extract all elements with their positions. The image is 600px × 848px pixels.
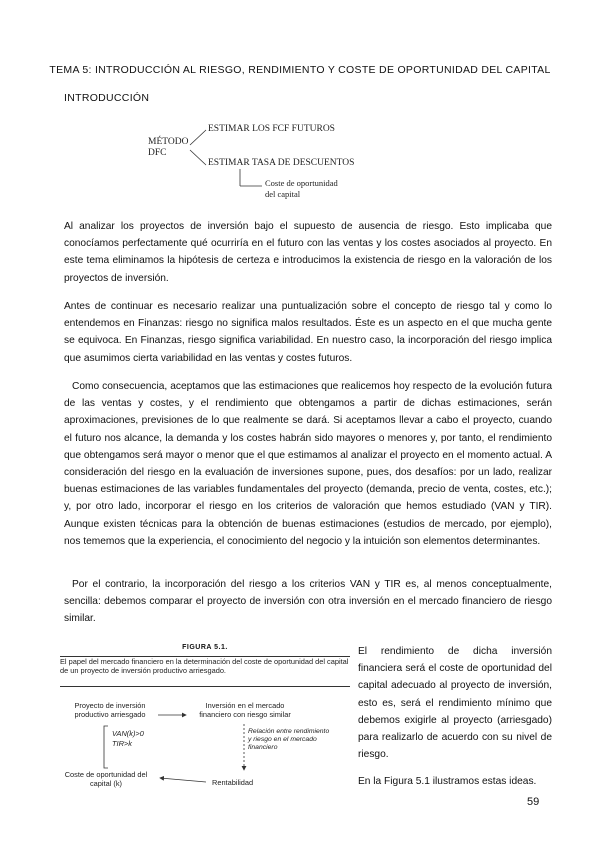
figure-caption: El papel del mercado financiero en la determinación del coste de oportunidad del capital de un proyecto de inversión productivo arriesgado. [60, 657, 349, 675]
section-heading: INTRODUCCIÓN [64, 92, 150, 104]
figure-box-market: Inversión en el mercado financiero con riesgo similar [199, 701, 291, 719]
figure-box-cost: Coste de oportunidad del capital (k) [64, 770, 148, 788]
figure-tir-label: TIR>k [112, 739, 132, 748]
bracket-van-tir [104, 726, 108, 768]
paragraph-4: Por el contrario, la incorporación del riesgo a los criterios VAN y TIR es, al menos conceptualmente, sencilla: debemos comparar el proyecto de inversión con otra inversión en el mercado financiero de riesgo similar. [64, 579, 552, 625]
page-number: 59 [527, 796, 540, 808]
figure-caption-rule [60, 686, 350, 687]
dfc-lower-branch [190, 150, 206, 165]
figure-box-project: Proyecto de inversión productivo arriesgado [74, 701, 146, 719]
document-title: TEMA 5: INTRODUCCIÓN AL RIESGO, RENDIMIENTO Y COSTE DE OPORTUNIDAD DEL CAPITAL [49, 64, 551, 76]
dfc-branch-bottom: ESTIMAR TASA DE DESCUENTOS [208, 158, 355, 168]
dfc-left-line1: MÉTODO [148, 137, 189, 147]
dfc-sub-line2: del capital [265, 189, 301, 199]
dfc-sub-note [265, 178, 338, 200]
figure-title: FIGURA 5.1. [182, 644, 228, 651]
figure-box-return: Rentabilidad [212, 778, 254, 787]
figure-arrows [56, 690, 356, 800]
dfc-upper-branch [190, 130, 206, 145]
dfc-branch-top: ESTIMAR LOS FCF FUTUROS [208, 124, 335, 134]
figure-van-label: VAN(k)>0 [112, 729, 144, 738]
arrow-return-to-cost [160, 778, 206, 782]
dfc-left-line2: DFC [148, 148, 167, 158]
side-paragraph-2: En la Figura 5.1 ilustramos estas ideas. [358, 776, 537, 787]
paragraph-3: Como consecuencia, aceptamos que las estimaciones que realicemos hoy respecto de la evolución futura de las ventas y costes, y el rendimiento que obtengamos a partir de dichas estimaciones, serán aproximaciones, previsiones de lo que realmente se dará. Si aceptamos llevar a cabo el proyecto, cuando el futuro nos alcance, la demanda y los costes habrán sido mayores o menores y, por tanto, el rendimiento que obtengamos será mayor o menor que el que estimamos al analizar el proyecto en el momento actual. A consideración del riesgo en la evaluación de inversiones supone, pues, dos desafíos: por un lado, realizar buenas estimaciones de las variables fundamentales del proyecto (demanda, precio de venta, costes, etc.); y, por otro lado, incorporar el riesgo en los criterios de valoración que hemos estudiado (VAN y TIR). Aunque existen técnicas para la obtención de buenas estimaciones (estudios de mercado, por ejemplo), nos tememos que la experiencia, el conocimiento del negocio y la intuición son elementos determinantes. [64, 381, 552, 547]
paragraph-2: Antes de continuar es necesario realizar una puntualización sobre el concepto de riesgo tal y como lo entendemos en Finanzas: riesgo no significa malos resultados. Éste es un aspecto en el que mucha gente se equivoca. En Finanzas, riesgo significa variabilidad. En nuestro caso, la incorporación del riesgo implica que asumimos cierta variabilidad en las ventas y costes futuros. [64, 301, 552, 364]
dfc-sub-line1: Coste de oportunidad [265, 178, 338, 188]
paragraph-1: Al analizar los proyectos de inversión bajo el supuesto de ausencia de riesgo. Esto implicaba que conocíamos perfectamente qué ocurriría en el futuro con las ventas y los costes asociados al proyecto. En este tema eliminamos la hipótesis de certeza e introducimos la existencia de riesgo en la valoración de los proyectos de inversión. [64, 221, 552, 284]
figure-relation-label: Relación entre rendimiento y riesgo en el mercado financiero [248, 728, 330, 751]
side-paragraph-1: El rendimiento de dicha inversión financiera será el coste de oportunidad del capital adecuado al proyecto de inversión, esto es, será el rendimiento mínimo que debemos exigirle al proyecto (arriesgado) para realizarlo de acuerdo con su nivel de riesgo. [358, 646, 552, 761]
